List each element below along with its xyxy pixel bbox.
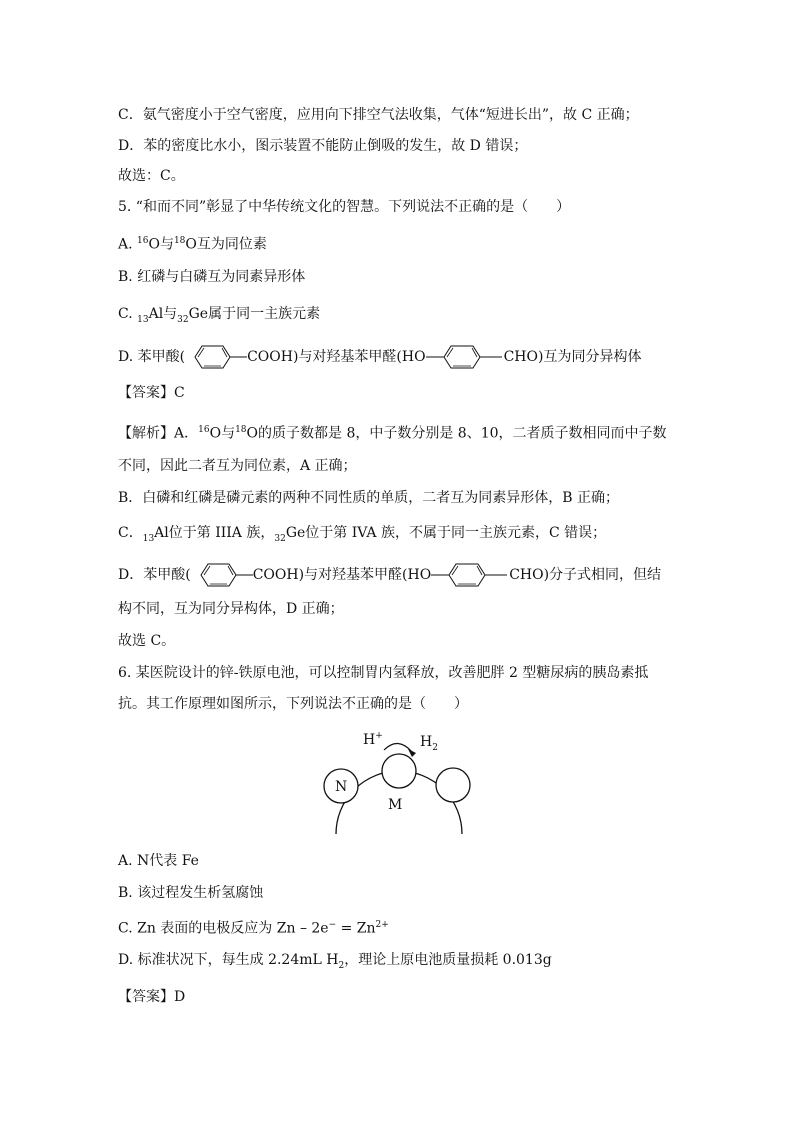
connector-text: 与对羟基苯甲醛( — [304, 567, 408, 583]
ion-charge: 2+ — [375, 920, 389, 930]
question-6-stem-line-1: 6. 某医院设计的锌-铁原电池，可以控制胃内氢释放，改善肥胖 2 型糖尿病的胰岛素抵 — [118, 665, 649, 681]
explanation-5-d-continued: 构不同，互为同分异构体，D 正确； — [118, 601, 344, 617]
subscript: 2 — [338, 960, 345, 971]
question-6-option-c — [118, 916, 389, 938]
text-line-select: 故选：C。 — [118, 168, 185, 184]
atomic-number: 32 — [274, 533, 286, 544]
benzene-ring-icon — [431, 560, 509, 590]
connector-text: 与 — [163, 306, 178, 322]
benzene-ring-icon — [185, 342, 247, 372]
m-label: M — [388, 797, 403, 813]
answer-5: 【答案】C — [118, 385, 185, 401]
benzene-ring-icon — [426, 342, 504, 372]
question-6-option-d — [118, 951, 552, 975]
atomic-number: 13 — [137, 314, 149, 325]
atomic-number: 32 — [177, 314, 189, 325]
explanation-prefix: C． — [118, 525, 143, 541]
explanation-prefix: D．苯甲酸( — [118, 567, 191, 583]
connector-text: 与 — [159, 236, 174, 253]
ho-group: HO — [407, 567, 432, 583]
ho-group: HO — [401, 349, 426, 365]
option-d-prefix: D. 标准状况下，每生成 2.24mL H — [118, 952, 339, 968]
option-d-prefix: D. 苯甲酸( — [118, 349, 186, 365]
cooh-group: COOH) — [247, 349, 299, 365]
explanation-5-a-continued: 不同，因此二者互为同位素，A 正确； — [118, 458, 357, 474]
explanation-prefix: 【解析】A． — [118, 425, 199, 442]
connector-text: 与 — [221, 425, 236, 442]
element-symbol: Ge — [188, 306, 209, 322]
element-symbol: Al — [154, 525, 169, 541]
element-symbol: Al — [148, 306, 164, 322]
option-a-tail: 互为同位素 — [196, 236, 267, 253]
element-symbol: O — [209, 425, 222, 442]
mass-number: 16 — [198, 425, 210, 435]
question-6-stem-line-2: 抗。其工作原理如图所示，下列说法不正确的是（ ） — [118, 696, 468, 712]
h2-label: $H_2$ — [420, 734, 438, 753]
option-a-prefix: A. — [118, 236, 138, 253]
cho-group: CHO) — [509, 567, 550, 583]
option-d-tail: 互为同分异构体 — [543, 349, 642, 365]
explanation-c-tail: 位于第 IVA 族，不属于同一主族元素，C 错误； — [305, 525, 607, 541]
circle-top — [382, 754, 416, 788]
element-symbol: Ge — [285, 525, 306, 541]
option-c-prefix: C. Zn 表面的电极反应为 Zn – 2e — [118, 920, 329, 937]
question-5-stem: 5. “和而不同”彰显了中华传统文化的智慧。下列说法不正确的是（ ） — [118, 199, 571, 215]
question-6-option-b: B. 该过程发生析氢腐蚀 — [118, 885, 264, 901]
explanation-5-a — [118, 421, 667, 443]
equation-middle: = Zn — [336, 920, 376, 937]
cooh-group: COOH) — [252, 567, 305, 583]
reaction-arrow — [384, 743, 412, 752]
electron-charge: − — [328, 920, 337, 930]
question-5-option-d — [118, 342, 641, 372]
n-label: N — [335, 779, 348, 795]
connector-text: 与对羟基苯甲醛( — [298, 349, 402, 365]
mass-number: 18 — [173, 236, 186, 246]
question-5-option-c — [118, 305, 320, 329]
question-5-option-a — [118, 232, 267, 254]
mass-number: 18 — [235, 425, 247, 435]
element-symbol: O — [246, 425, 258, 442]
question-5-option-b: B. 红磷与白磷互为同素异形体 — [118, 269, 306, 285]
select-5: 故选 C。 — [118, 633, 176, 649]
benzene-ring-icon — [191, 560, 253, 590]
explanation-5-b: B．白磷和红磷是磷元素的两种不同性质的单质，二者互为同素异形体，B 正确； — [118, 490, 620, 506]
element-symbol: O — [185, 236, 197, 253]
question-6-option-a: A. N代表 Fe — [118, 853, 199, 869]
text-line-c: C．氨气密度小于空气密度，应用向下排空气法收集，气体“短进长出”，故 C 正确； — [118, 107, 639, 123]
cho-group: CHO) — [503, 349, 544, 365]
explanation-5-c — [118, 524, 606, 548]
h-plus-label: H+ — [363, 731, 383, 748]
element-symbol: O — [148, 236, 160, 253]
galvanic-cell-diagram — [318, 728, 478, 836]
option-d-tail: ，理论上原电池质量损耗 0.013g — [344, 952, 552, 968]
text-line-d: D．苯的密度比水小，图示装置不能防止倒吸的发生，故 D 错误； — [118, 138, 528, 154]
explanation-5-d — [118, 560, 661, 590]
circle-right — [436, 768, 470, 802]
explanation-d-tail: 分子式相同，但结 — [549, 567, 662, 583]
option-c-tail: 属于同一主族元素 — [208, 306, 321, 322]
explanation-c-middle: 位于第 IIIA 族， — [168, 525, 275, 541]
atomic-number: 13 — [142, 533, 155, 544]
answer-6: 【答案】D — [118, 989, 186, 1005]
mass-number: 16 — [137, 236, 149, 246]
option-c-prefix: C. — [118, 306, 138, 322]
arrow-head-icon — [408, 749, 416, 757]
explanation-a-tail: 的质子数都是 8，中子数分别是 8、10，二者质子数相同而中子数 — [258, 425, 667, 442]
